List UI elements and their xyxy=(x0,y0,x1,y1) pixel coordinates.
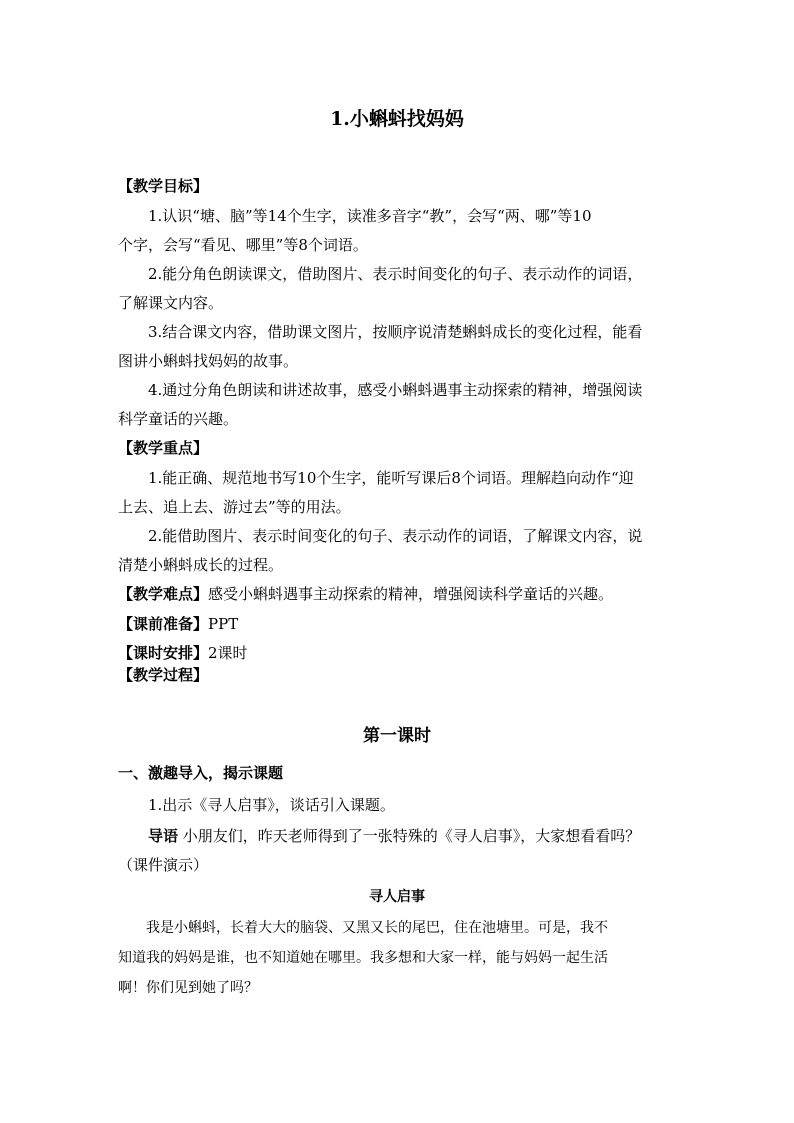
notice-line-3: 啊！你们见到她了吗？ xyxy=(118,980,258,996)
schedule-row xyxy=(118,643,698,663)
lesson-title: 第一课时 xyxy=(363,726,431,746)
goal-4-line-2: 科学童话的兴趣。 xyxy=(118,410,239,428)
difficulty-heading: 【教学难点】 xyxy=(118,585,209,603)
difficulty-row xyxy=(118,584,698,604)
key-point-1-line-1: 1.能正确、规范地书写10个生字，能听写课后8个词语。理解趋向动作“迎 xyxy=(148,469,634,487)
goal-1-line-1: 1.认识“塘、脑”等14个生字，读准多音字“教”，会写“两、哪”等10 xyxy=(148,207,592,225)
notice-title: 寻人启事 xyxy=(369,889,425,905)
goal-4-line-1: 4.通过分角色朗读和讲述故事，感受小蝌蚪遇事主动探索的精神，增强阅读 xyxy=(148,381,643,399)
guide-text: 小朋友们，昨天老师得到了一张特殊的《寻人启事》，大家想看看吗？ xyxy=(182,827,641,845)
notice-line-2: 知道我的妈妈是谁，也不知道她在哪里。我多想和大家一样，能与妈妈一起生活 xyxy=(118,950,608,966)
section-1-step-1: 1.出示《寻人启事》，谈话引入课题。 xyxy=(148,796,395,814)
process-heading: 【教学过程】 xyxy=(118,666,209,684)
key-point-2-line-2: 清楚小蝌蚪成长的过程。 xyxy=(118,556,284,574)
page-title: 1.小蝌蚪找妈妈 xyxy=(330,108,464,130)
notice-line-1: 我是小蝌蚪，长着大大的脑袋、又黑又长的尾巴，住在池塘里。可是，我不 xyxy=(146,920,608,936)
goal-3-line-1: 3.结合课文内容，借助课文图片，按顺序说清楚蝌蚪成长的变化过程，能看 xyxy=(148,323,643,341)
goal-2-line-1: 2.能分角色朗读课文，借助图片、表示时间变化的句子、表示动作的词语， xyxy=(148,265,643,283)
key-point-2-line-1: 2.能借助图片、表示时间变化的句子、表示动作的词语，了解课文内容，说 xyxy=(148,527,643,545)
difficulty-text: 感受小蝌蚪遇事主动探索的精神，增强阅读科学童话的兴趣。 xyxy=(208,585,614,603)
goal-2-line-2: 了解课文内容。 xyxy=(118,294,224,312)
guide-label: 导语 xyxy=(148,827,179,845)
goals-heading: 【教学目标】 xyxy=(118,177,209,195)
guide-line xyxy=(148,826,728,846)
section-1-heading: 一、激趣导入，揭示课题 xyxy=(118,764,284,782)
preparation-row xyxy=(118,614,698,634)
preparation-text: PPT xyxy=(208,615,239,633)
goal-1-line-2: 个字，会写“看见、哪里”等8个词语。 xyxy=(118,236,368,254)
schedule-text: 2课时 xyxy=(208,644,248,662)
goal-3-line-2: 图讲小蝌蚪找妈妈的故事。 xyxy=(118,352,299,370)
key-points-heading: 【教学重点】 xyxy=(118,439,209,457)
schedule-heading: 【课时安排】 xyxy=(118,644,209,662)
key-point-1-line-2: 上去、追上去、游过去”等的用法。 xyxy=(118,498,351,516)
preparation-heading: 【课前准备】 xyxy=(118,615,209,633)
guide-note: （课件演示） xyxy=(118,856,209,874)
